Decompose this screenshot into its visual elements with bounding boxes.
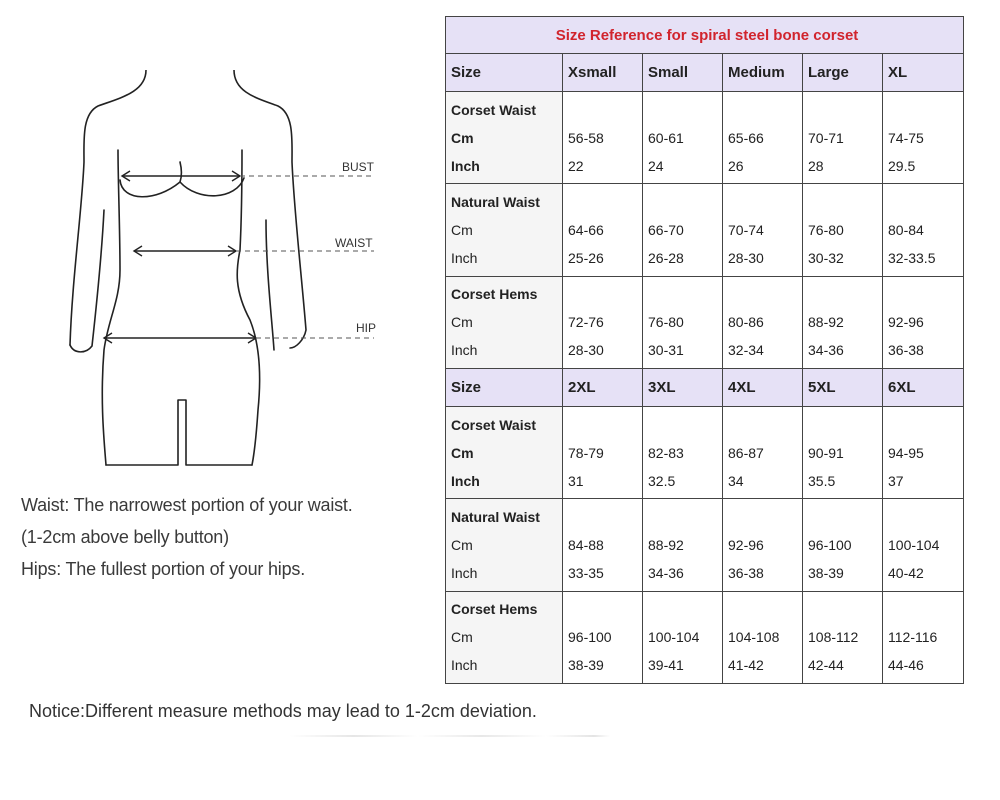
- unit-cm: Cm: [451, 537, 473, 554]
- cm-value: 100-104: [888, 537, 940, 554]
- inch-value: 28-30: [568, 342, 604, 359]
- unit-cm: Cm: [451, 629, 473, 646]
- cm-value: 96-100: [808, 537, 852, 554]
- measurement-group-label: [446, 184, 563, 276]
- inch-value: 26: [728, 157, 744, 174]
- inch-value: 22: [568, 157, 584, 174]
- cm-value: 70-74: [728, 222, 764, 239]
- cm-value: 66-70: [648, 222, 684, 239]
- measurement-group-label: [446, 276, 563, 368]
- inch-value: 33-35: [568, 565, 604, 582]
- size-value-cell: [803, 407, 883, 499]
- inch-value: 34: [728, 472, 744, 489]
- waist-note-detail: (1-2cm above belly button): [21, 527, 229, 547]
- measurement-group-row: [446, 407, 964, 499]
- waist-label: WAIST: [335, 236, 373, 250]
- inch-value: 26-28: [648, 250, 684, 267]
- size-value-cell: [563, 591, 643, 683]
- size-value-cell: [723, 276, 803, 368]
- size-value-cell: [723, 92, 803, 184]
- size-value-cell: [643, 184, 723, 276]
- inch-value: 29.5: [888, 157, 916, 174]
- group-name: Natural Waist: [451, 509, 540, 526]
- size-header-label: Size: [446, 369, 563, 407]
- cm-value: 96-100: [568, 629, 612, 646]
- inch-value: 42-44: [808, 657, 844, 674]
- group-name: Corset Waist: [451, 101, 537, 118]
- divider-smudge: [290, 735, 610, 737]
- cm-value: 90-91: [808, 444, 844, 461]
- unit-cm: Cm: [451, 129, 474, 146]
- size-value-cell: [643, 407, 723, 499]
- size-value-cell: [723, 499, 803, 591]
- inch-value: 24: [648, 157, 664, 174]
- size-value-cell: [723, 184, 803, 276]
- inch-value: 41-42: [728, 657, 764, 674]
- size-value-cell: [643, 591, 723, 683]
- cm-value: 86-87: [728, 444, 764, 461]
- unit-inch: Inch: [451, 657, 478, 674]
- inch-value: 40-42: [888, 565, 924, 582]
- size-header-cell: Xsmall: [563, 54, 643, 92]
- group-name: Corset Hems: [451, 286, 538, 303]
- size-value-cell: [723, 407, 803, 499]
- cm-value: 64-66: [568, 222, 604, 239]
- waist-note: Waist: The narrowest portion of your waist.: [21, 495, 353, 515]
- size-header-cell: 3XL: [643, 369, 723, 407]
- bust-label: BUST: [342, 160, 375, 174]
- size-header-label: Size: [446, 54, 563, 92]
- size-value-cell: [803, 92, 883, 184]
- inch-value: 32-34: [728, 342, 764, 359]
- group-name: Natural Waist: [451, 194, 540, 211]
- cm-value: 94-95: [888, 444, 924, 461]
- unit-inch: Inch: [451, 565, 478, 582]
- size-header-cell: XL: [883, 54, 964, 92]
- hip-label: HIP: [356, 321, 377, 335]
- cm-value: 84-88: [568, 537, 604, 554]
- measurement-group-row: [446, 499, 964, 591]
- unit-cm: Cm: [451, 314, 473, 331]
- measurement-group-row: [446, 92, 964, 184]
- inch-value: 31: [568, 472, 584, 489]
- hips-note: Hips: The fullest portion of your hips.: [21, 559, 306, 579]
- inch-value: 36-38: [888, 342, 924, 359]
- size-header-cell: 2XL: [563, 369, 643, 407]
- size-value-cell: [883, 92, 964, 184]
- unit-inch: Inch: [451, 157, 480, 174]
- cm-value: 88-92: [648, 537, 684, 554]
- cm-value: 80-84: [888, 222, 924, 239]
- measurement-group-label: [446, 407, 563, 499]
- size-value-cell: [563, 276, 643, 368]
- cm-value: 76-80: [808, 222, 844, 239]
- size-header-cell: Small: [643, 54, 723, 92]
- cm-value: 60-61: [648, 129, 684, 146]
- unit-inch: Inch: [451, 342, 478, 359]
- size-value-cell: [643, 499, 723, 591]
- size-value-cell: [803, 276, 883, 368]
- inch-value: 34-36: [808, 342, 844, 359]
- group-name: Corset Hems: [451, 601, 538, 618]
- measurement-notes: [21, 489, 421, 585]
- size-value-cell: [803, 184, 883, 276]
- measurement-group-label: [446, 499, 563, 591]
- size-value-cell: [883, 407, 964, 499]
- size-value-cell: [883, 591, 964, 683]
- inch-value: 30-32: [808, 250, 844, 267]
- inch-value: 44-46: [888, 657, 924, 674]
- size-header-cell: Large: [803, 54, 883, 92]
- measurement-group-row: [446, 184, 964, 276]
- measurement-group-label: [446, 591, 563, 683]
- size-reference-table: [445, 16, 964, 684]
- cm-value: 88-92: [808, 314, 844, 331]
- inch-value: 35.5: [808, 472, 836, 489]
- cm-value: 92-96: [888, 314, 924, 331]
- size-value-cell: [883, 499, 964, 591]
- measurement-group-row: [446, 591, 964, 683]
- unit-inch: Inch: [451, 472, 480, 489]
- inch-value: 30-31: [648, 342, 684, 359]
- inch-value: 38-39: [808, 565, 844, 582]
- size-value-cell: [563, 407, 643, 499]
- table-title: Size Reference for spiral steel bone corset: [446, 17, 964, 54]
- size-header-row: [446, 369, 964, 407]
- deviation-notice: Notice:Different measure methods may lead to 1-2cm deviation.: [29, 701, 537, 721]
- cm-value: 72-76: [568, 314, 604, 331]
- size-value-cell: [563, 184, 643, 276]
- cm-value: 74-75: [888, 129, 924, 146]
- size-header-cell: 6XL: [883, 369, 964, 407]
- inch-value: 37: [888, 472, 904, 489]
- inch-value: 25-26: [568, 250, 604, 267]
- cm-value: 112-116: [888, 629, 938, 646]
- unit-cm: Cm: [451, 222, 473, 239]
- cm-value: 70-71: [808, 129, 844, 146]
- size-value-cell: [643, 276, 723, 368]
- size-value-cell: [803, 499, 883, 591]
- inch-value: 38-39: [568, 657, 604, 674]
- unit-cm: Cm: [451, 444, 474, 461]
- cm-value: 100-104: [648, 629, 700, 646]
- size-header-cell: Medium: [723, 54, 803, 92]
- table-title-row: [446, 17, 964, 54]
- size-value-cell: [723, 591, 803, 683]
- size-header-cell: 4XL: [723, 369, 803, 407]
- cm-value: 80-86: [728, 314, 764, 331]
- cm-value: 56-58: [568, 129, 604, 146]
- size-value-cell: [563, 92, 643, 184]
- cm-value: 92-96: [728, 537, 764, 554]
- size-header-row: [446, 54, 964, 92]
- inch-value: 36-38: [728, 565, 764, 582]
- size-value-cell: [643, 92, 723, 184]
- cm-value: 65-66: [728, 129, 764, 146]
- inch-value: 32-33.5: [888, 250, 936, 267]
- inch-value: 28-30: [728, 250, 764, 267]
- size-value-cell: [883, 184, 964, 276]
- measurement-group-label: [446, 92, 563, 184]
- inch-value: 39-41: [648, 657, 684, 674]
- group-name: Corset Waist: [451, 416, 537, 433]
- inch-value: 32.5: [648, 472, 676, 489]
- body-measurement-diagram: [60, 70, 390, 475]
- size-value-cell: [563, 499, 643, 591]
- unit-inch: Inch: [451, 250, 478, 267]
- cm-value: 76-80: [648, 314, 684, 331]
- cm-value: 104-108: [728, 629, 780, 646]
- inch-value: 28: [808, 157, 824, 174]
- size-value-cell: [803, 591, 883, 683]
- size-header-cell: 5XL: [803, 369, 883, 407]
- cm-value: 82-83: [648, 444, 684, 461]
- measurement-group-row: [446, 276, 964, 368]
- cm-value: 78-79: [568, 444, 604, 461]
- cm-value: 108-112: [808, 629, 859, 646]
- size-value-cell: [883, 276, 964, 368]
- inch-value: 34-36: [648, 565, 684, 582]
